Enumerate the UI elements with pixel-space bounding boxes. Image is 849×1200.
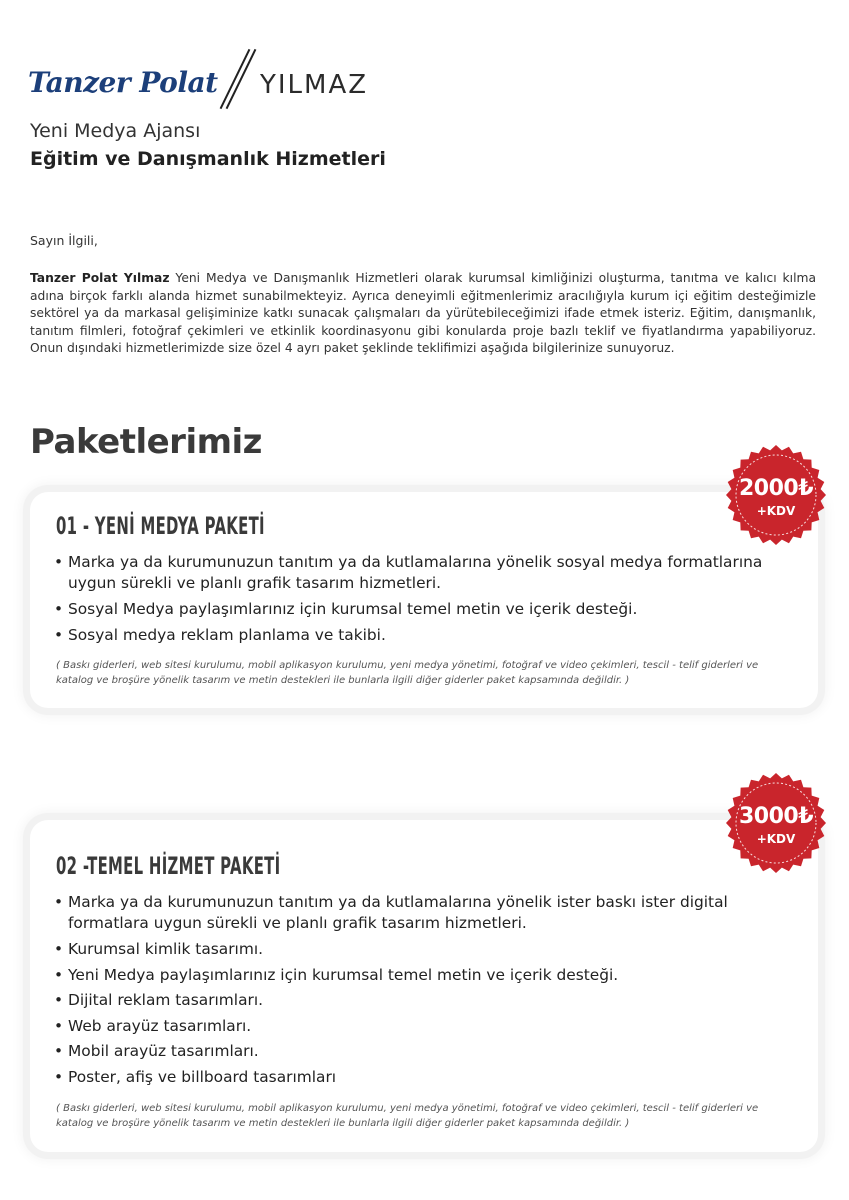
package-tax: +KDV	[756, 832, 796, 846]
logo-slash	[220, 49, 251, 109]
header-subtitle: Yeni Medya Ajansı	[30, 120, 201, 142]
header-title: Eğitim ve Danışmanlık Hizmetleri	[30, 148, 386, 170]
logo-upper-text: YILMAZ	[260, 70, 369, 100]
letter-company-name: Tanzer Polat Yılmaz	[30, 271, 170, 285]
package-title: 01 - YENİ MEDYA PAKETİ	[56, 512, 265, 540]
package-tax: +KDV	[756, 504, 796, 518]
list-item: • Marka ya da kurumunuzun tanıtım ya da kutlamalarına yönelik ister baskı ister digital formatlara uygun sürekli ve planlı grafik tasarım hizmetleri.	[54, 892, 794, 935]
section-title: Paketlerimiz	[30, 422, 262, 462]
package-title: 02 -TEMEL HİZMET PAKETİ	[56, 852, 281, 880]
price-seal-2	[725, 772, 827, 874]
list-item: • Yeni Medya paylaşımlarınız için kurumsal temel metin ve içerik desteği.	[54, 965, 794, 986]
package-note: ( Baskı giderleri, web sitesi kurulumu, mobil aplikasyon kurulumu, yeni medya yönetimi, fotoğraf ve video çekimleri, tescil - telif giderleri ve katalog ve broşüre yönelik tasarım ve metin destekleri ile bunlarla ilgili diğer giderler paket kapsamında değildir. )	[56, 1103, 759, 1129]
list-item: • Marka ya da kurumunuzun tanıtım ya da kutlamalarına yönelik sosyal medya formatlarına uygun sürekli ve planlı grafik tasarım hizmetleri.	[54, 552, 794, 595]
list-item: • Dijital reklam tasarımları.	[54, 990, 794, 1011]
package-price: 2000₺	[738, 476, 814, 501]
logo-script-text: Tanzer Polat	[28, 66, 218, 99]
list-item: • Poster, afiş ve billboard tasarımları	[54, 1067, 794, 1088]
package-items	[54, 892, 794, 1093]
letter-body	[30, 270, 816, 358]
package-price: 3000₺	[738, 804, 814, 829]
logo-slash-2	[226, 49, 257, 109]
company-logo	[28, 48, 408, 112]
letter-greeting: Sayın İlgili,	[30, 233, 98, 248]
package-card-2	[30, 820, 818, 1152]
list-item: • Sosyal Medya paylaşımlarınız için kurumsal temel metin ve içerik desteği.	[54, 599, 794, 620]
package-card-1	[30, 492, 818, 708]
list-item: • Mobil arayüz tasarımları.	[54, 1041, 794, 1062]
package-items	[54, 552, 794, 650]
list-item: • Sosyal medya reklam planlama ve takibi.	[54, 625, 794, 646]
package-note: ( Baskı giderleri, web sitesi kurulumu, mobil aplikasyon kurulumu, yeni medya yönetimi, fotoğraf ve video çekimleri, tescil - telif giderleri ve katalog ve broşüre yönelik tasarım ve metin destekleri ile bunlarla ilgili diğer giderler paket kapsamında değildir. )	[56, 660, 759, 686]
price-seal-1	[725, 444, 827, 546]
letter-body-text: Yeni Medya ve Danışmanlık Hizmetleri olarak kurumsal kimliğinizi oluşturma, tanıtma ve kalıcı kılma adına birçok farklı alanda hizmet sunabilmekteyiz. Ayrıca deneyimli eğitmenlerimiz aracılığıyla kurum içi eğitim desteğimizle sektörel ya da markasal gelişiminize katkı sunacak çalışmaları da yürütebileceğimizi ifade etmek isteriz. Eğitim, danışmanlık, tanıtım filmleri, fotoğraf çekimleri ve etkinlik koordinasyonu gibi konularda proje bazlı teklif ve fiyatlandırma yapabiliyoruz. Onun dışındaki hizmetlerimizde size özel 4 ayrı paket şeklinde teklifimizi aşağıda bilgilerinize sunuyoruz.	[30, 271, 817, 356]
list-item: • Web arayüz tasarımları.	[54, 1016, 794, 1037]
list-item: • Kurumsal kimlik tasarımı.	[54, 939, 794, 960]
